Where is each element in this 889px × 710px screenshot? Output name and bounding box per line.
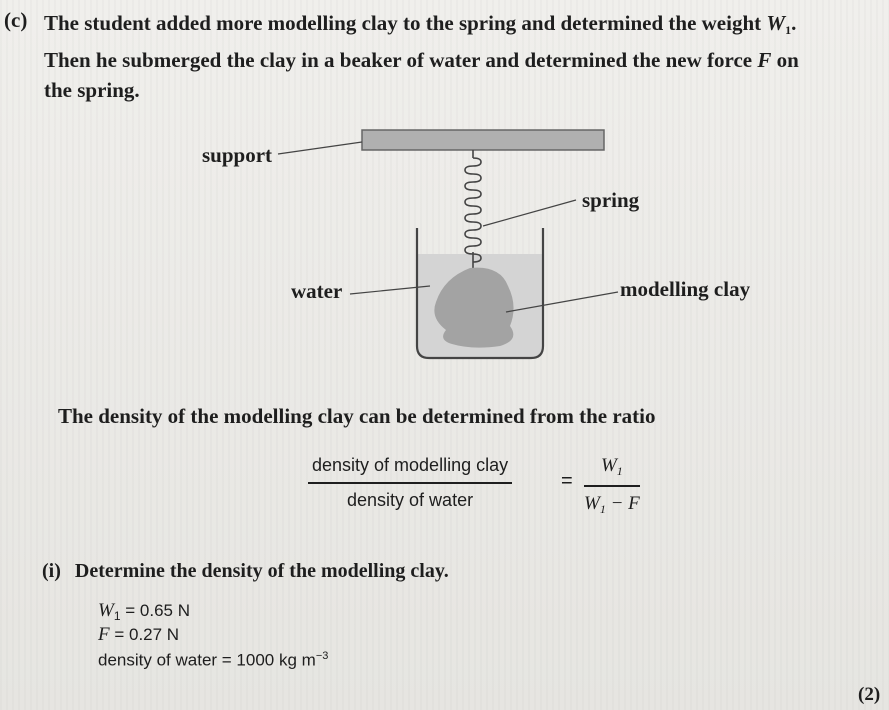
support-label: support <box>202 143 273 167</box>
support-bar <box>362 130 604 150</box>
given-w1: $W_1 = 0.65$ N <box>98 600 190 623</box>
part-i-question: (i) Determine the density of the modelling clay. <box>42 560 449 582</box>
ratio-intro: The density of the modelling clay can be determined from the ratio <box>58 404 656 428</box>
force-variable: F <box>757 48 772 72</box>
intro-line-3: the spring. <box>44 78 140 102</box>
lhs-numerator: density of modelling clay <box>308 455 512 484</box>
lhs-fraction <box>308 455 512 511</box>
question-intro <box>44 8 799 105</box>
spring <box>465 150 481 268</box>
intro-line-1: The student added more modelling clay to the spring and determined the weight $W_1$. <box>44 11 797 37</box>
spring-beaker-diagram <box>190 118 790 378</box>
equals-sign: = <box>561 470 573 492</box>
rhs-denominator: $W_1 - F$ <box>584 493 640 516</box>
rhs-fraction <box>584 455 640 517</box>
marks-label: (2) <box>858 684 881 705</box>
spring-label: spring <box>582 188 640 212</box>
given-f: F = 0.27 N <box>98 624 180 645</box>
given-density-water: density of water = 1000 kg $m^{-3}$ <box>98 650 329 670</box>
rhs-numerator: $W_1$ <box>584 455 640 487</box>
weight-variable: W <box>766 11 786 35</box>
modelling-clay-label: modelling clay <box>620 277 751 301</box>
lhs-denominator: density of water <box>347 490 474 510</box>
spring-pointer <box>483 200 576 226</box>
water-label: water <box>291 279 343 303</box>
intro-line-2: Then he submerged the clay in a beaker of water and determined the new force F on <box>44 48 799 72</box>
question-label: (c) <box>4 8 28 32</box>
support-pointer <box>278 142 362 154</box>
